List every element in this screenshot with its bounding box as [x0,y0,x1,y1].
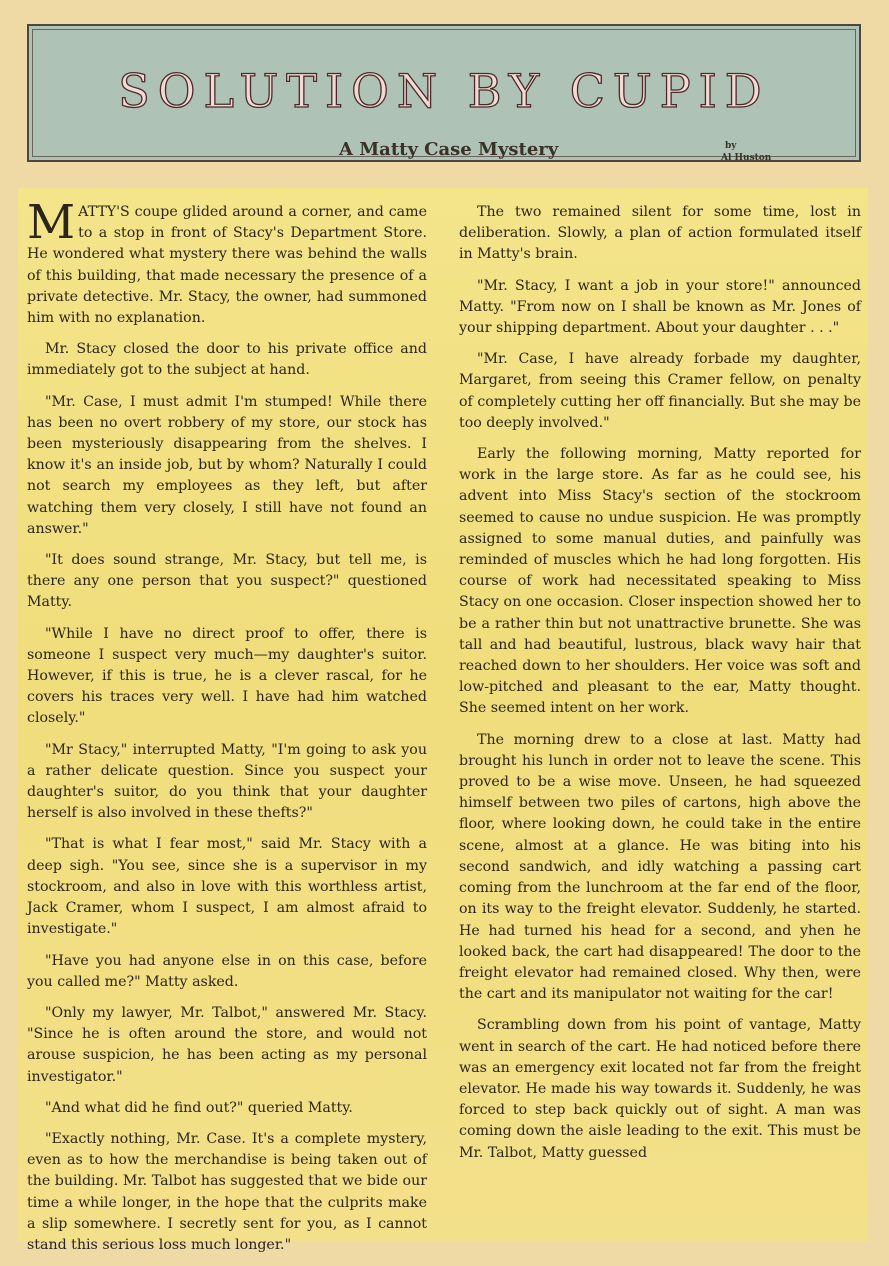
paragraph: "Exactly nothing, Mr. Case. It's a complete mystery, even as to how the merchandise is being taken out of the building. Mr. Talbot has suggested that we bide our time a while longer, in the hope that the culprits make a slip somewhere. I secretly sent for you, as I cannot stand this serious loss much longer." [27,1130,427,1253]
paragraph: "Mr. Case, I must admit I'm stumped! While there has been no overt robbery of my store, our stock has been mysteriously disappearing from the shelves. I know it's an inside job, but by whom? Naturally I could not search my employees as they left, but after watching them very closely, I still have not found an answer." [27,393,427,537]
column-gutter [441,195,442,1235]
drop-cap: M [27,195,76,250]
paragraph: "While I have no direct proof to offer, there is someone I suspect very much—my daughter's suitor. However, if this is true, he is a clever rascal, for he covers his traces very well. I have had him watched closely." [27,625,427,727]
paragraph: "Mr. Stacy, I want a job in your store!" announced Matty. "From now on I shall be known as Mr. Jones of your shipping department. About your daughter . . ." [459,277,861,337]
paragraph: "Have you had anyone else in on this case, before you called me?" Matty asked. [27,952,427,990]
byline-author: Al Huston [721,153,772,163]
paragraph: The morning drew to a close at last. Matty had brought his lunch in order not to leave the scene. This proved to be a wise move. Unseen, he had squeezed himself between two piles of cartons, high above the floor, where looking down, he could take in the entire scene, almost at a glance. He was biting into his second sandwich, and idly watching a passing cart coming from the lunchroom at the far end of the floor, on its way to the freight elevator. Suddenly, he started. He had turned his head for a second, and yhen he looked back, the cart had disappeared! The door to the freight elevator had remained closed. Why then, were the cart and its manipulator not waiting for the car! [459,731,861,1003]
byline-by: by [725,141,737,151]
story-title: SOLUTION BY CUPID [118,64,770,118]
paragraph: Scrambling down from his point of vantage, Matty went in search of the cart. He had noticed before there was an emergency exit located not far from the freight elevator. He made his way towards it. Suddenly, he was forced to step back quickly out of sight. A man was coming down the aisle leading to the exit. This must be Mr. Talbot, Matty guessed [459,1017,861,1161]
left-column [27,195,427,1266]
paragraph: "Only my lawyer, Mr. Talbot," answered Mr. Stacy. "Since he is often around the store, and would not arouse suspicion, he has been acting as my personal investigator." [27,1004,427,1085]
title-banner [27,24,861,162]
paragraph: Mr. Stacy closed the door to his private office and immediately got to the subject at hand. [27,341,427,379]
right-column [459,202,861,1174]
story-subtitle: A Matty Case Mystery [339,139,559,160]
paragraph: "And what did he find out?" queried Matty. [45,1099,353,1116]
byline [721,140,771,164]
paragraph: "That is what I fear most," said Mr. Stacy with a deep sigh. "You see, since she is a supervisor in my stockroom, and also in love with this worthless artist, Jack Cramer, whom I suspect, I am almost afraid to investigate." [27,836,427,938]
paragraph: MATTY'S coupe glided around a corner, and came to a stop in front of Stacy's Department Store. He wondered what mystery there was behind the walls of this building, that made necessary the presence of a private detective. Mr. Stacy, the owner, had summoned him with no explanation. [27,195,427,327]
paragraph: "Mr Stacy," interrupted Matty, "I'm going to ask you a rather delicate question. Since you suspect your daughter's suitor, do you think that your daughter herself is also involved in these thefts?" [27,741,427,822]
paragraph: The two remained silent for some time, lost in deliberation. Slowly, a plan of action formulated itself in Matty's brain. [459,204,861,263]
paragraph: "Mr. Case, I have already forbade my daughter, Margaret, from seeing this Cramer fellow, on penalty of completely cutting her off financially. But she may be too deeply involved." [459,351,861,431]
paragraph: Early the following morning, Matty reported for work in the large store. As far as he could see, his advent into Miss Stacy's section of the stockroom seemed to cause no undue suspicion. He was promptly assigned to some manual duties, and painfully was reminded of muscles which he had long forgotten. His course of work had necessitated speaking to Miss Stacy on one occasion. Closer inspection showed her to be a rather thin but not unattractive brunette. She was tall and had beautiful, lustrous, black wavy hair that reached down to her shoulders. Her voice was soft and low-pitched and pleasant to the ear, Matty thought. She seemed intent on her work. [459,446,861,717]
paragraph: "It does sound strange, Mr. Stacy, but tell me, is there any one person that you suspect?" questioned Matty. [27,552,427,611]
